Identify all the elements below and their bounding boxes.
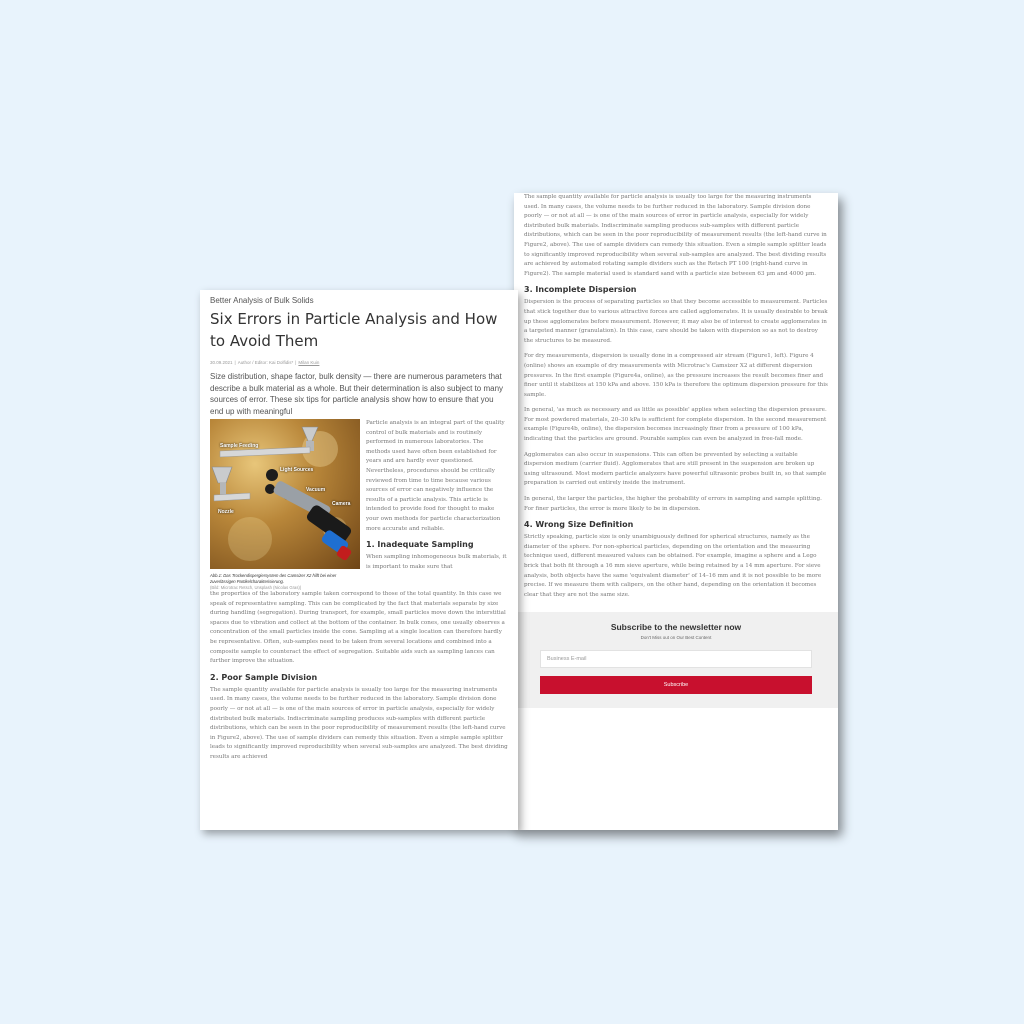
- label-light-sources: Light Sources: [280, 467, 314, 473]
- figure: [210, 419, 360, 590]
- subscribe-button[interactable]: Subscribe: [540, 676, 812, 694]
- intro-column: [366, 419, 508, 590]
- article-date: 30.09.2021: [210, 360, 233, 365]
- paragraph-sampling-start: When sampling inhomogeneous bulk materials, it is important to make sure that: [366, 554, 507, 570]
- newsletter-title: Subscribe to the newsletter now: [610, 622, 742, 633]
- paragraph-dispersion-4: Agglomerates can also occur in suspensions. This can often be prevented by selecting a suitable dispersion medium (carrier fluid). Agglomerates that are still present in the suspension are broken up using ultrasound. Most modern particle analyzers have powerful ultrasonic probes built in, so that sample preparation is carried out entirely inside the instrument.: [524, 451, 827, 487]
- heading-wrong-size-definition: 4. Wrong Size Definition: [524, 520, 634, 530]
- figure-row: [210, 419, 508, 590]
- paragraph-sample-quantity: The sample quantity available for particle analysis is usually too large for the measuring instruments used. In many cases, the volume needs to be further reduced in the laboratory. Sample division done poorly — or not at all — is one of the main sources of error in particle analysis, especially for widely distributed bulk materials. Indiscriminate sampling produces sub-samples with different particle distributions, which can be seen in the poor reproducibility of measurement results (the left-hand curve in Figure2, above). The use of sample dividers can remedy this situation. Even a simple sample splitter leads to significantly improved reproducibility when several sub-samples are analyzed. The best dividing results are achieved by automated rotating sample dividers such as the Retsch PT 100 (right-hand curve in Figure2). The sample material used is standard sand with a particle size between 63 µm and 4000 µm.: [524, 194, 827, 277]
- article-lead: Size distribution, shape factor, bulk density — there are numerous parameters that describe a bulk material as a whole. But their determination is also subject to many sources of error. These six tips for particle analysis show how to ensure that you end up with meaningful: [210, 372, 504, 416]
- article-meta: 30.09.2021 | Author / Editor: Kai Dolfidis* | Milan Kuin: [210, 360, 320, 365]
- heading-poor-sample-division: 2. Poor Sample Division: [210, 672, 318, 682]
- author-link[interactable]: Milan Kuin: [298, 360, 320, 365]
- business-email-input[interactable]: [540, 650, 812, 668]
- label-vacuum: Vacuum: [306, 487, 326, 493]
- article-author: Author / Editor: Kai Dolfidis*: [237, 360, 294, 365]
- article-kicker: Better Analysis of Bulk Solids: [210, 296, 314, 305]
- newsletter-box: [514, 612, 838, 708]
- paragraph-sample-division: The sample quantity available for particle analysis is usually too large for the measuring instruments used. In many cases, the volume needs to be further reduced in the laboratory. Sample division done poorly — or not at all — is one of the main sources of error in particle analysis, especially for widely distributed bulk materials. Indiscriminate sampling produces sub-samples with different particle distributions, which can be seen in the poor reproducibility of measurement results (the left-hand curve in Figure2, above). The use of sample dividers can remedy this situation. Even a simple sample splitter leads to significantly improved reproducibility when several sub-samples are analyzed. The best dividing results are achieved: [210, 686, 508, 760]
- figure-credit: (Bild: Microtrac Retsch, Unsplash (Nicolas Gras)): [210, 585, 302, 590]
- figure-caption: Abb.1: Das Trockendispergiersystem des Camsizer X2 hilft bei einer zuverlässigen Partikelcharakterisierung.: [210, 573, 337, 584]
- instrument-illustration: [210, 419, 360, 569]
- paragraph-intro: Particle analysis is an integral part of the quality control of bulk materials and is routinely performed in numerous laboratories. The methods used have often been established for years and are hardly ever questioned. Nevertheless, procedures should be critically reviewed from time to time because various sources of error can negatively influence the results of a particle analysis. This article is intended to provide food for thought to make your own methods for particle characterization more accurate and reliable.: [366, 420, 505, 532]
- dispersion-system-image: [210, 419, 360, 569]
- label-nozzle: Nozzle: [218, 509, 234, 515]
- article-page-left: [200, 290, 518, 830]
- article-page-right: [514, 193, 838, 830]
- paragraph-sampling: the properties of the laboratory sample taken correspond to those of the total quantity. In this case we speak of representative sampling. This can be complicated by the fact that materials separate by size during handling (segregation). During transport, for example, small particles move down the interstitial spaces due to vibration and collect at the bottom of the container. In bulk cones, one usually observes a concentration of the small particles inside the cone. Sampling at a single location can therefore hardly be representative. Often, sub-samples need to be taken from several locations and combined into a composite sample to counteract the effect of segregation. Suitable aids such as sampling lances can further improve the situation.: [210, 591, 506, 665]
- paragraph-dispersion-2: For dry measurements, dispersion is usually done in a compressed air stream (Figure1, left). Figure 4 (online) shows an example of dry measurements with Microtrac's Camsizer X2 at different dispersion pressures. In the first example (Figure4a, online), as the pressure increases the result becomes finer and finer until it stabilizes at 150 kPa and above. 150 kPa is therefore the optimum dispersion pressure for this sample.: [524, 353, 828, 398]
- newsletter-subtitle: Don't Miss out on Our Best Content: [640, 635, 712, 641]
- label-sample-feeding: Sample Feeding: [220, 443, 259, 449]
- article-title: Six Errors in Particle Analysis and How to Avoid Them: [210, 310, 498, 350]
- heading-incomplete-dispersion: 3. Incomplete Dispersion: [524, 285, 637, 295]
- paragraph-dispersion-3: In general, 'as much as necessary and as little as possible' applies when selecting the dispersion pressure. For most powdered materials, 20–30 kPa is sufficient for complete dispersion. In the second measurement example (Figure4b, online), the dispersion becomes increasingly finer from a pressure of 100 kPa, indicating that the particles are ground. Pourable samples can even be analyzed in free-fall mode.: [524, 407, 827, 443]
- label-camera: Camera: [332, 501, 351, 507]
- paragraph-dispersion-1: Dispersion is the process of separating particles so that they become accessible to measurement. Particles that stick together due to various attractive forces are called agglomerates. It is usually desirable to break up these agglomerates before measurement. However, it may also be of interest to create agglomerates in a targeted manner (granulation). In this case, care should be taken with dispersion so as not to destroy the structures to be measured.: [524, 299, 828, 344]
- paragraph-dispersion-5: In general, the larger the particles, the higher the probability of errors in sampling and sample splitting. For finer particles, the error is more likely to be in dispersion.: [524, 496, 822, 512]
- paragraph-size-definition: Strictly speaking, particle size is only unambiguously defined for spherical structures, namely as the diameter of the sphere. For non-spherical particles, depending on the orientation and the measuring technique used, different measured values can be obtained. For example, imagine a sphere and a Lego brick that both fit through a 16 mm sieve aperture, while being retained by a 14 mm aperture. For sieve analysis, both objects have the same 'equivalent diameter' of 14–16 mm and it is not possible to be more precise. If we measure them with calipers, on the other hand, depending on the orientation it becomes clear that they are not the same size.: [524, 534, 822, 598]
- heading-inadequate-sampling: 1. Inadequate Sampling: [366, 540, 474, 550]
